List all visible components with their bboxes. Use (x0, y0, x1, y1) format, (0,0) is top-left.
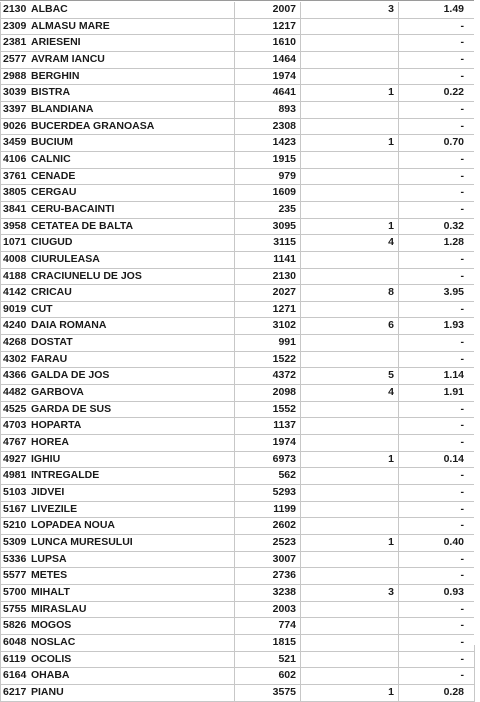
cases-cell[interactable] (301, 668, 399, 685)
table-row (1, 251, 475, 268)
population-cell[interactable]: 562 (235, 468, 301, 485)
locality-cell[interactable] (1, 18, 235, 35)
cases-cell[interactable] (301, 251, 399, 268)
rate-cell[interactable]: - (399, 518, 475, 535)
table-row (1, 185, 475, 202)
locality-code: 9026 (3, 119, 27, 132)
rate-cell[interactable]: - (399, 468, 475, 485)
table-row (1, 435, 475, 452)
cases-cell[interactable] (301, 168, 399, 185)
rate-cell[interactable]: - (399, 118, 475, 135)
locality-code: 4188 (3, 269, 27, 282)
population-cell[interactable]: 1974 (235, 435, 301, 452)
locality-code: 4482 (3, 386, 27, 399)
locality-code: 5826 (3, 619, 27, 632)
locality-cell[interactable] (1, 151, 235, 168)
locality-cell[interactable] (1, 601, 235, 618)
locality-code: 5336 (3, 552, 27, 565)
cases-cell[interactable] (301, 568, 399, 585)
locality-code: 4703 (3, 419, 27, 432)
locality-code: 3039 (3, 86, 27, 99)
table-row (1, 318, 475, 335)
locality-name: CERGAU (31, 186, 77, 199)
rate-cell[interactable]: - (399, 351, 475, 368)
table-row (1, 668, 475, 685)
rate-cell[interactable]: - (399, 401, 475, 418)
table-row (1, 135, 475, 152)
cases-cell[interactable] (301, 618, 399, 635)
locality-name: MOGOS (31, 619, 72, 632)
locality-cell[interactable] (1, 2, 235, 18)
table-row (1, 684, 475, 701)
locality-code: 5700 (3, 585, 27, 598)
population-cell[interactable]: 1199 (235, 501, 301, 518)
rate-cell[interactable]: - (399, 168, 475, 185)
cases-cell[interactable] (301, 101, 399, 118)
cases-cell[interactable] (301, 501, 399, 518)
locality-cell[interactable] (1, 668, 235, 685)
locality-name: PIANU (31, 685, 64, 698)
locality-name: CETATEA DE BALTA (31, 219, 134, 232)
locality-cell[interactable] (1, 301, 235, 318)
cases-cell[interactable]: 5 (301, 368, 399, 385)
rate-cell[interactable]: - (399, 568, 475, 585)
rate-cell[interactable]: - (399, 268, 475, 285)
cases-cell[interactable]: 4 (301, 235, 399, 252)
population-cell[interactable]: 2602 (235, 518, 301, 535)
locality-code: 4302 (3, 352, 27, 365)
table-row (1, 551, 475, 568)
cases-cell[interactable] (301, 435, 399, 452)
locality-cell[interactable] (1, 185, 235, 202)
locality-code: 5755 (3, 602, 27, 615)
rate-cell[interactable]: 0.14 (399, 451, 475, 468)
rate-cell[interactable]: - (399, 51, 475, 68)
locality-name: CRICAU (31, 286, 72, 299)
locality-cell[interactable] (1, 135, 235, 152)
locality-cell[interactable] (1, 684, 235, 701)
locality-code: 5210 (3, 519, 27, 532)
table-row (1, 501, 475, 518)
population-cell[interactable]: 2130 (235, 268, 301, 285)
population-cell[interactable]: 979 (235, 168, 301, 185)
locality-cell[interactable] (1, 251, 235, 268)
population-cell[interactable]: 2308 (235, 118, 301, 135)
locality-cell[interactable] (1, 51, 235, 68)
locality-name: HOREA (31, 436, 69, 449)
locality-name: BUCIUM (31, 136, 73, 149)
locality-code: 4268 (3, 336, 27, 349)
cases-cell[interactable]: 4 (301, 385, 399, 402)
rate-cell[interactable]: 0.40 (399, 535, 475, 552)
locality-code: 4525 (3, 402, 27, 415)
table-row (1, 235, 475, 252)
table-row (1, 301, 475, 318)
locality-cell[interactable] (1, 468, 235, 485)
locality-name: AVRAM IANCU (31, 52, 105, 65)
locality-code: 6048 (3, 635, 27, 648)
locality-name: NOSLAC (31, 635, 76, 648)
population-cell[interactable]: 1610 (235, 35, 301, 52)
locality-name: LIVEZILE (31, 502, 78, 515)
locality-code: 9019 (3, 302, 27, 315)
population-cell[interactable]: 1423 (235, 135, 301, 152)
locality-name: BUCERDEA GRANOASA (31, 119, 155, 132)
locality-cell[interactable] (1, 568, 235, 585)
population-cell[interactable]: 1815 (235, 634, 301, 651)
rate-cell[interactable]: 3.95 (399, 285, 475, 302)
population-cell[interactable]: 1915 (235, 151, 301, 168)
locality-cell[interactable] (1, 201, 235, 218)
locality-cell[interactable] (1, 218, 235, 235)
locality-code: 2577 (3, 52, 27, 65)
locality-code: 5103 (3, 486, 27, 499)
population-cell[interactable]: 1137 (235, 418, 301, 435)
rate-cell[interactable]: - (399, 485, 475, 502)
rate-cell[interactable]: - (399, 551, 475, 568)
locality-code: 2988 (3, 69, 27, 82)
cases-cell[interactable] (301, 351, 399, 368)
cases-cell[interactable] (301, 118, 399, 135)
table-row (1, 634, 475, 651)
cases-cell[interactable] (301, 68, 399, 85)
table-row (1, 35, 475, 52)
cases-cell[interactable] (301, 651, 399, 668)
locality-code: 4927 (3, 452, 27, 465)
locality-name: METES (31, 569, 68, 582)
rate-cell[interactable]: 0.70 (399, 135, 475, 152)
cases-cell[interactable]: 1 (301, 85, 399, 102)
locality-name: MIRASLAU (31, 602, 87, 615)
locality-name: JIDVEI (31, 486, 65, 499)
locality-code: 4240 (3, 319, 27, 332)
rate-cell[interactable]: 1.93 (399, 318, 475, 335)
cases-cell[interactable]: 8 (301, 285, 399, 302)
rate-cell[interactable]: 0.28 (399, 684, 475, 701)
locality-cell[interactable] (1, 35, 235, 52)
locality-code: 5167 (3, 502, 27, 515)
rate-cell[interactable]: - (399, 151, 475, 168)
table-row (1, 51, 475, 68)
population-cell[interactable]: 4372 (235, 368, 301, 385)
locality-name: OCOLIS (31, 652, 72, 665)
cases-cell[interactable]: 1 (301, 684, 399, 701)
population-cell[interactable]: 1609 (235, 185, 301, 202)
table-row (1, 335, 475, 352)
locality-name: BERGHIN (31, 69, 80, 82)
rate-cell[interactable]: - (399, 201, 475, 218)
locality-cell[interactable] (1, 101, 235, 118)
population-cell[interactable]: 1271 (235, 301, 301, 318)
locality-cell[interactable] (1, 351, 235, 368)
rate-cell[interactable]: - (399, 101, 475, 118)
population-cell[interactable]: 3575 (235, 684, 301, 701)
cases-cell[interactable] (301, 551, 399, 568)
sheet-edge (474, 0, 480, 645)
locality-cell[interactable] (1, 451, 235, 468)
locality-cell[interactable] (1, 168, 235, 185)
table-row (1, 285, 475, 302)
table-row (1, 468, 475, 485)
table-row (1, 351, 475, 368)
locality-cell[interactable] (1, 435, 235, 452)
rate-cell[interactable]: - (399, 601, 475, 618)
cases-cell[interactable] (301, 601, 399, 618)
locality-name: INTREGALDE (31, 469, 100, 482)
cases-cell[interactable] (301, 468, 399, 485)
population-cell[interactable]: 3238 (235, 584, 301, 601)
table-row (1, 68, 475, 85)
rate-cell[interactable]: 0.93 (399, 584, 475, 601)
locality-code: 4106 (3, 152, 27, 165)
locality-name: LUNCA MURESULUI (31, 536, 133, 548)
table-row (1, 18, 475, 35)
population-cell[interactable]: 2736 (235, 568, 301, 585)
population-cell[interactable]: 1974 (235, 68, 301, 85)
locality-cell[interactable] (1, 401, 235, 418)
table-row (1, 568, 475, 585)
population-cell[interactable]: 774 (235, 618, 301, 635)
cases-cell[interactable] (301, 51, 399, 68)
locality-name: HOPARTA (31, 419, 82, 432)
population-cell[interactable]: 2003 (235, 601, 301, 618)
locality-name: BLANDIANA (31, 102, 94, 115)
locality-name: CENADE (31, 169, 76, 182)
population-cell[interactable]: 3007 (235, 551, 301, 568)
table-row (1, 584, 475, 601)
population-cell[interactable]: 3102 (235, 318, 301, 335)
population-cell[interactable]: 1464 (235, 51, 301, 68)
locality-name: BISTRA (31, 86, 71, 99)
population-cell[interactable]: 893 (235, 101, 301, 118)
rate-cell[interactable]: - (399, 634, 475, 651)
locality-cell[interactable] (1, 285, 235, 302)
locality-code: 3958 (3, 219, 27, 232)
population-cell[interactable]: 1522 (235, 351, 301, 368)
table-row (1, 85, 475, 102)
rate-cell[interactable]: - (399, 651, 475, 668)
table-row (1, 518, 475, 535)
population-cell[interactable]: 991 (235, 335, 301, 352)
cases-cell[interactable]: 3 (301, 584, 399, 601)
locality-name: ARIESENI (31, 36, 81, 49)
rate-cell[interactable]: - (399, 668, 475, 685)
cases-cell[interactable] (301, 18, 399, 35)
population-cell[interactable]: 3115 (235, 235, 301, 252)
locality-code: 3459 (3, 136, 27, 149)
locality-cell[interactable] (1, 368, 235, 385)
table-row (1, 151, 475, 168)
cases-cell[interactable] (301, 401, 399, 418)
cases-cell[interactable] (301, 185, 399, 202)
cases-cell[interactable] (301, 151, 399, 168)
top-border (0, 0, 480, 1)
locality-cell[interactable] (1, 335, 235, 352)
population-cell[interactable]: 1552 (235, 401, 301, 418)
population-cell[interactable]: 5293 (235, 485, 301, 502)
locality-cell[interactable] (1, 501, 235, 518)
rate-cell[interactable]: - (399, 301, 475, 318)
table-row (1, 368, 475, 385)
table-body (1, 2, 475, 701)
locality-name: DAIA ROMANA (31, 319, 107, 332)
locality-name: GARDA DE SUS (31, 402, 112, 415)
cases-cell[interactable]: 1 (301, 135, 399, 152)
table-row (1, 118, 475, 135)
locality-name: GARBOVA (31, 386, 84, 399)
rate-cell[interactable]: - (399, 35, 475, 52)
locality-name: CIUGUD (31, 236, 73, 249)
rate-cell[interactable]: 1.49 (399, 2, 475, 18)
population-cell[interactable]: 2007 (235, 2, 301, 18)
locality-name: CRACIUNELU DE JOS (31, 269, 142, 282)
locality-cell[interactable] (1, 85, 235, 102)
locality-name: DOSTAT (31, 336, 73, 349)
cases-cell[interactable]: 3 (301, 2, 399, 18)
table-row (1, 535, 475, 552)
rate-cell[interactable]: - (399, 435, 475, 452)
table-row (1, 201, 475, 218)
locality-code: 6119 (3, 652, 26, 665)
locality-code: 4366 (3, 369, 27, 382)
locality-code: 5309 (3, 536, 27, 548)
locality-code: 4981 (3, 469, 27, 482)
rate-cell[interactable]: - (399, 418, 475, 435)
table-row (1, 485, 475, 502)
locality-code: 4142 (3, 286, 27, 299)
table-row (1, 401, 475, 418)
locality-cell[interactable] (1, 535, 235, 552)
locality-code: 6164 (3, 669, 27, 682)
locality-code: 4767 (3, 436, 27, 449)
rate-cell[interactable]: - (399, 185, 475, 202)
table-row (1, 101, 475, 118)
locality-code: 2130 (3, 3, 27, 15)
table-row (1, 451, 475, 468)
locality-cell[interactable] (1, 651, 235, 668)
locality-name: ALMASU MARE (31, 19, 110, 32)
cases-cell[interactable] (301, 485, 399, 502)
locality-code: 3761 (3, 169, 27, 182)
cases-cell[interactable] (301, 418, 399, 435)
table-row (1, 651, 475, 668)
cases-cell[interactable] (301, 518, 399, 535)
population-cell[interactable]: 4641 (235, 85, 301, 102)
locality-name: LUPSA (31, 552, 67, 565)
population-cell[interactable]: 2027 (235, 285, 301, 302)
locality-cell[interactable] (1, 235, 235, 252)
population-cell[interactable]: 521 (235, 651, 301, 668)
population-cell[interactable]: 602 (235, 668, 301, 685)
locality-name: LOPADEA NOUA (31, 519, 115, 532)
population-cell[interactable]: 1141 (235, 251, 301, 268)
population-cell[interactable]: 1217 (235, 18, 301, 35)
cases-cell[interactable]: 6 (301, 318, 399, 335)
locality-name: GALDA DE JOS (31, 369, 110, 382)
locality-name: CERU-BACAINTI (31, 202, 115, 215)
rate-cell[interactable]: 1.14 (399, 368, 475, 385)
population-cell[interactable]: 3095 (235, 218, 301, 235)
locality-code: 6217 (3, 685, 27, 698)
locality-name: CALNIC (31, 152, 71, 165)
cases-cell[interactable] (301, 634, 399, 651)
cases-cell[interactable]: 1 (301, 535, 399, 552)
locality-cell[interactable] (1, 318, 235, 335)
locality-code: 1071 (3, 236, 27, 249)
rate-cell[interactable]: - (399, 501, 475, 518)
rate-cell[interactable]: - (399, 18, 475, 35)
population-cell[interactable]: 2523 (235, 535, 301, 552)
cases-cell[interactable]: 1 (301, 218, 399, 235)
locality-cell[interactable] (1, 385, 235, 402)
locality-cell[interactable] (1, 418, 235, 435)
cases-cell[interactable] (301, 35, 399, 52)
locality-name: IGHIU (31, 452, 61, 465)
cases-cell[interactable] (301, 301, 399, 318)
rate-cell[interactable]: - (399, 251, 475, 268)
locality-code: 3841 (3, 202, 27, 215)
locality-name: CUT (31, 302, 53, 315)
table-row (1, 385, 475, 402)
locality-code: 3805 (3, 186, 27, 199)
locality-name: MIHALT (31, 585, 70, 598)
population-cell[interactable]: 2098 (235, 385, 301, 402)
population-cell[interactable]: 235 (235, 201, 301, 218)
locality-code: 4008 (3, 252, 27, 265)
table-row (1, 601, 475, 618)
rate-cell[interactable]: 1.28 (399, 235, 475, 252)
population-cell[interactable]: 6973 (235, 451, 301, 468)
locality-name: FARAU (31, 352, 68, 365)
locality-cell[interactable] (1, 118, 235, 135)
locality-cell[interactable] (1, 68, 235, 85)
locality-code: 2309 (3, 19, 27, 32)
locality-code: 3397 (3, 102, 27, 115)
locality-cell[interactable] (1, 518, 235, 535)
locality-code: 5577 (3, 569, 27, 582)
rate-cell[interactable]: 0.22 (399, 85, 475, 102)
locality-cell[interactable] (1, 485, 235, 502)
table-row (1, 618, 475, 635)
table-row (1, 2, 475, 18)
locality-name: ALBAC (31, 3, 68, 15)
rate-cell[interactable]: - (399, 68, 475, 85)
cases-cell[interactable] (301, 201, 399, 218)
locality-cell[interactable] (1, 584, 235, 601)
table-row (1, 218, 475, 235)
rate-cell[interactable]: 1.91 (399, 385, 475, 402)
table-row (1, 418, 475, 435)
locality-cell[interactable] (1, 634, 235, 651)
table-row (1, 268, 475, 285)
table-row (1, 168, 475, 185)
locality-cell[interactable] (1, 551, 235, 568)
locality-cell[interactable] (1, 618, 235, 635)
locality-table (0, 2, 475, 702)
locality-name: CIURULEASA (31, 252, 100, 265)
cases-cell[interactable] (301, 268, 399, 285)
rate-cell[interactable]: 0.32 (399, 218, 475, 235)
locality-cell[interactable] (1, 268, 235, 285)
locality-code: 2381 (3, 36, 27, 49)
cases-cell[interactable]: 1 (301, 451, 399, 468)
cases-cell[interactable] (301, 335, 399, 352)
locality-name: OHABA (31, 669, 70, 682)
rate-cell[interactable]: - (399, 618, 475, 635)
rate-cell[interactable]: - (399, 335, 475, 352)
